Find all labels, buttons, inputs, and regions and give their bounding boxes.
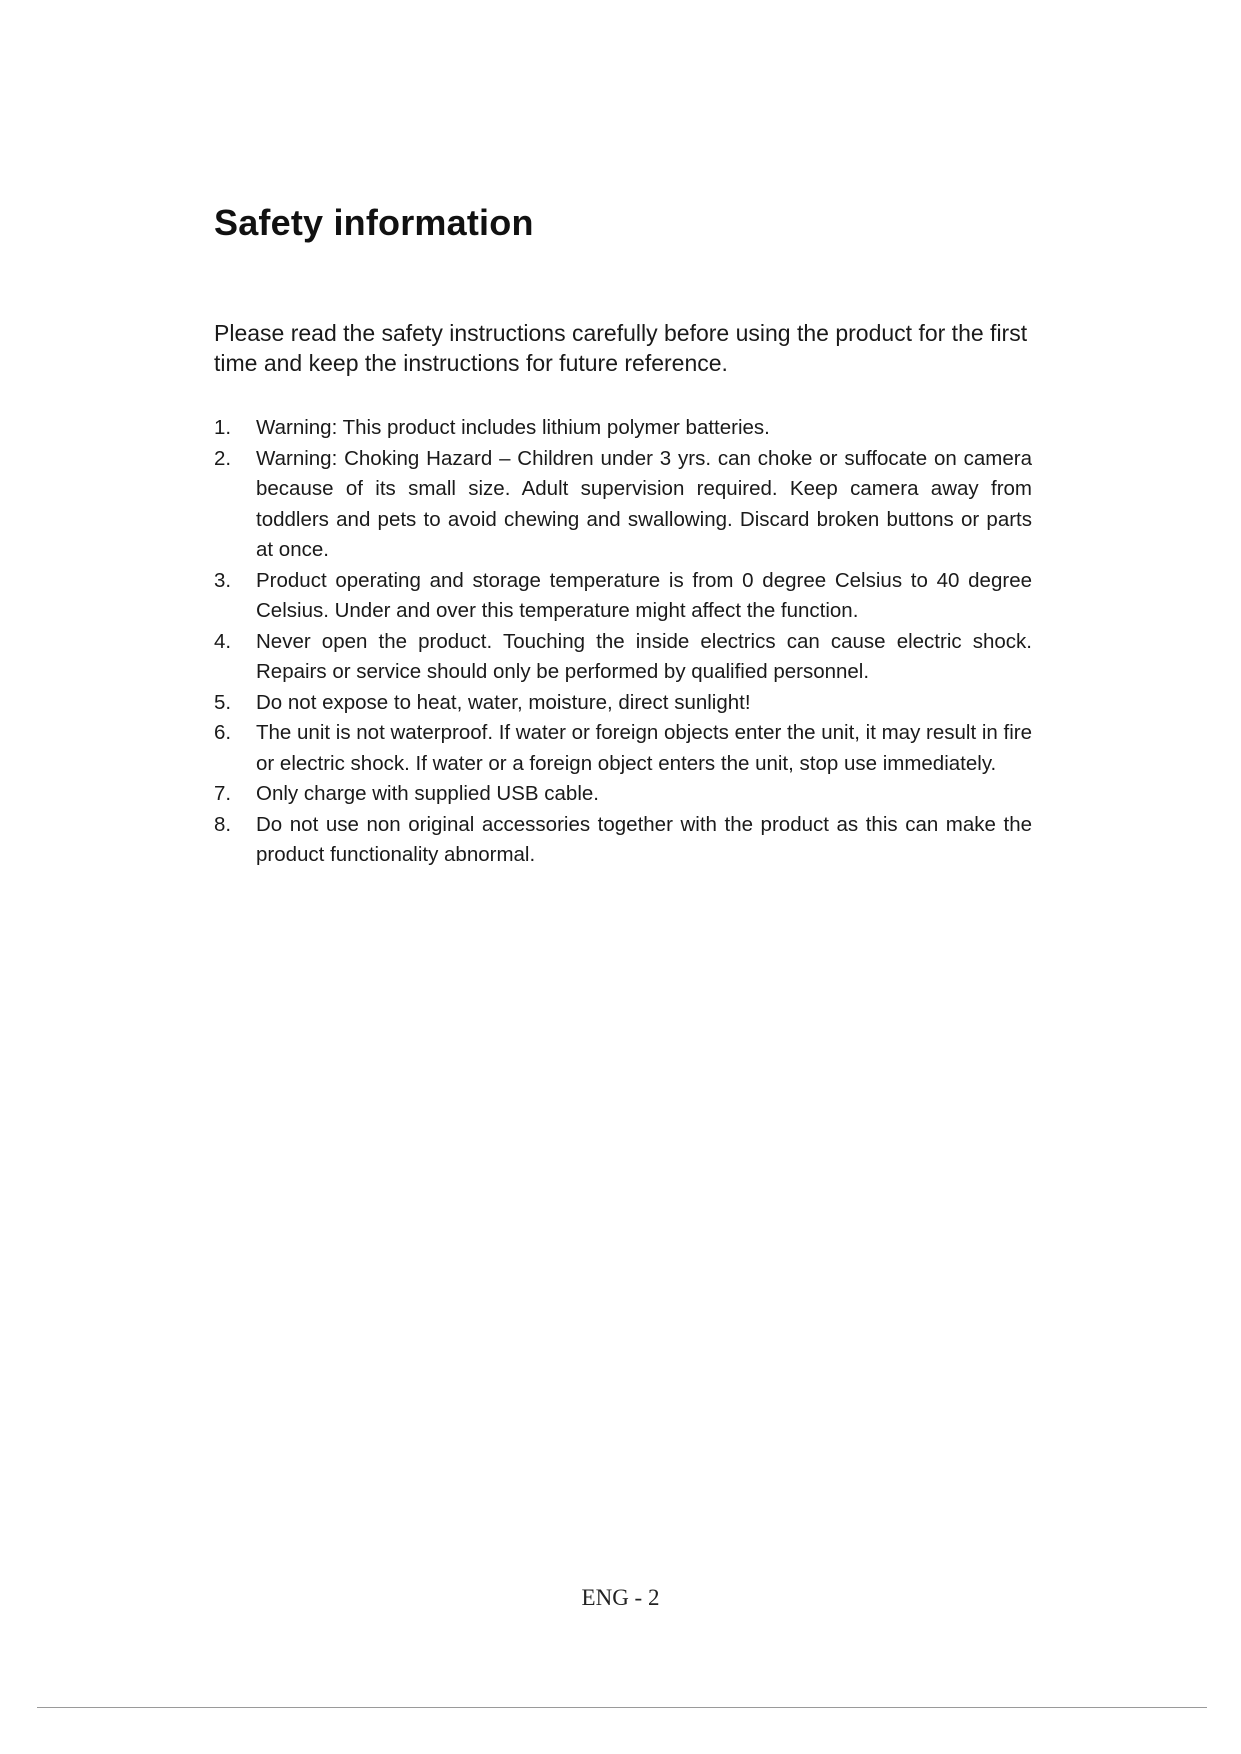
- item-text: Warning: This product includes lithium polymer batteries.: [256, 416, 770, 439]
- page-number: ENG - 2: [581, 1585, 660, 1610]
- list-item: [214, 718, 1032, 779]
- page-title: Safety information: [214, 202, 534, 243]
- intro-paragraph: Please read the safety instructions carefully before using the product for the first time and keep the instructions for future reference.: [214, 320, 1028, 376]
- list-item: [214, 779, 1032, 810]
- list-item: [214, 566, 1032, 627]
- item-number: 7.: [214, 782, 232, 805]
- list-item: [214, 810, 1032, 871]
- item-number: 5.: [214, 690, 232, 714]
- item-text: Warning: Choking Hazard – Children under 3 yrs. can choke or suffocate on camera because of its small size. Adult supervision required. Keep camera away from toddlers and pets to avoid chewing and swallowing. Discard broken buttons or parts at once.: [256, 446, 1032, 561]
- item-number: 3.: [214, 568, 232, 592]
- item-number: 8.: [214, 812, 232, 836]
- bottom-divider: [37, 1707, 1207, 1708]
- item-number: 1.: [214, 416, 232, 439]
- list-item: [214, 627, 1032, 688]
- list-item: [214, 444, 1032, 566]
- item-text: The unit is not waterproof. If water or foreign objects enter the unit, it may result in fire or electric shock. If water or a foreign object enters the unit, stop use immediately.: [256, 721, 1032, 775]
- item-text: Never open the product. Touching the inside electrics can cause electric shock. Repairs or service should only be performed by qualified personnel.: [256, 629, 1032, 683]
- item-number: 4.: [214, 629, 232, 653]
- safety-list: [214, 413, 1032, 871]
- item-text: Only charge with supplied USB cable.: [256, 782, 599, 805]
- item-text: Do not expose to heat, water, moisture, direct sunlight!: [256, 690, 751, 714]
- item-text: Product operating and storage temperature is from 0 degree Celsius to 40 degree Celsius. Under and over this temperature might affect the function.: [256, 568, 1032, 622]
- list-item: [214, 413, 1032, 444]
- item-text: Do not use non original accessories together with the product as this can make the product functionality abnormal.: [256, 812, 1032, 866]
- item-number: 2.: [214, 446, 232, 470]
- list-item: [214, 688, 1032, 719]
- item-number: 6.: [214, 721, 232, 744]
